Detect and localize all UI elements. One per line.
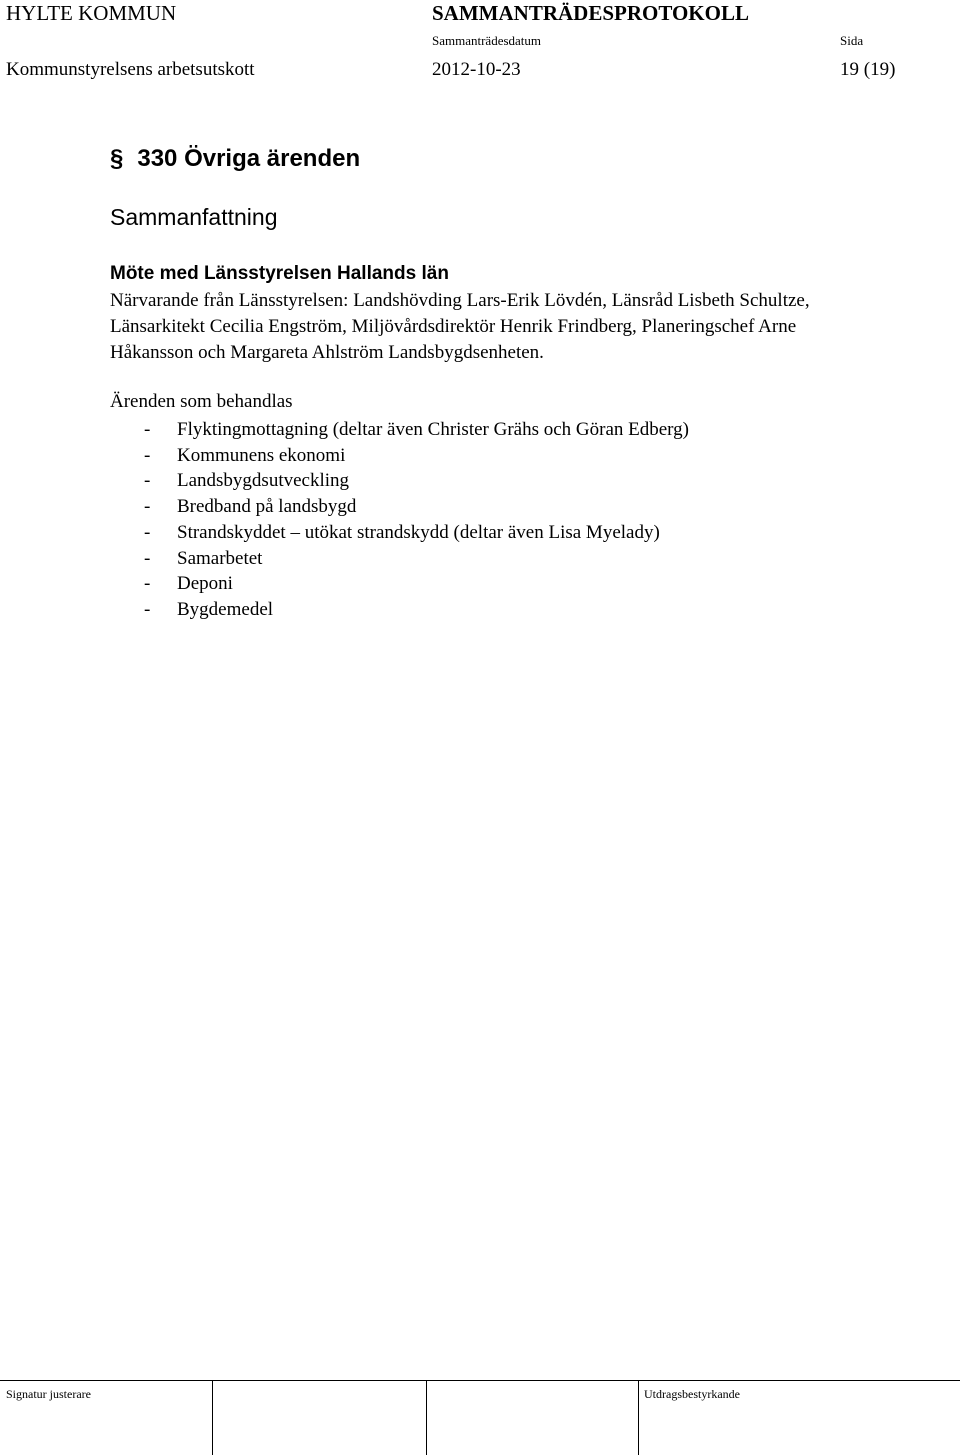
list-item: - Strandskyddet – utökat strandskydd (deltar även Lisa Myelady) <box>144 521 660 543</box>
list-item: - Kommunens ekonomi <box>144 444 346 466</box>
meeting-title: Möte med Länsstyrelsen Hallands län <box>110 263 449 284</box>
paragraph-symbol: § <box>110 145 124 172</box>
meeting-date: 2012-10-23 <box>432 59 521 80</box>
municipality-name: HYLTE KOMMUN <box>6 1 177 25</box>
page-number: 19 (19) <box>840 59 896 80</box>
extract-label: Utdragsbestyrkande <box>644 1387 740 1401</box>
footer-divider <box>426 1381 427 1455</box>
list-item: - Flyktingmottagning (deltar även Christer Grähs och Göran Edberg) <box>144 419 689 440</box>
list-item: - Bredband på landsbygd <box>144 496 357 518</box>
attendees-line: Närvarande från Länsstyrelsen: Landshövding Lars-Erik Lövdén, Länsråd Lisbeth Schultze, <box>110 290 810 311</box>
attendees-line: Håkansson och Margareta Ahlström Landsbygdsenheten. <box>110 342 544 363</box>
issues-intro: Ärenden som behandlas <box>110 391 293 412</box>
document-type: SAMMANTRÄDESPROTOKOLL <box>432 1 749 25</box>
section-title: 330 Övriga ärenden <box>137 145 361 172</box>
signature-footer <box>0 1380 960 1455</box>
list-item: - Bygdemedel <box>144 598 274 620</box>
date-label: Sammanträdesdatum <box>432 33 542 48</box>
list-item: - Samarbetet <box>144 547 263 569</box>
summary-heading: Sammanfattning <box>110 204 278 230</box>
footer-divider <box>638 1381 639 1455</box>
footer-divider <box>212 1381 213 1455</box>
signature-label: Signatur justerare <box>6 1387 91 1401</box>
issues-list <box>144 417 689 623</box>
list-item: - Deponi <box>144 573 233 595</box>
section-heading <box>110 145 360 173</box>
list-item: - Landsbygdsutveckling <box>144 470 350 492</box>
attendees-paragraph <box>110 288 930 366</box>
attendees-line: Länsarkitekt Cecilia Engström, Miljövårdsdirektör Henrik Frindberg, Planeringschef Arne <box>110 316 797 337</box>
page-label: Sida <box>840 33 864 48</box>
committee-name: Kommunstyrelsens arbetsutskott <box>6 59 255 80</box>
